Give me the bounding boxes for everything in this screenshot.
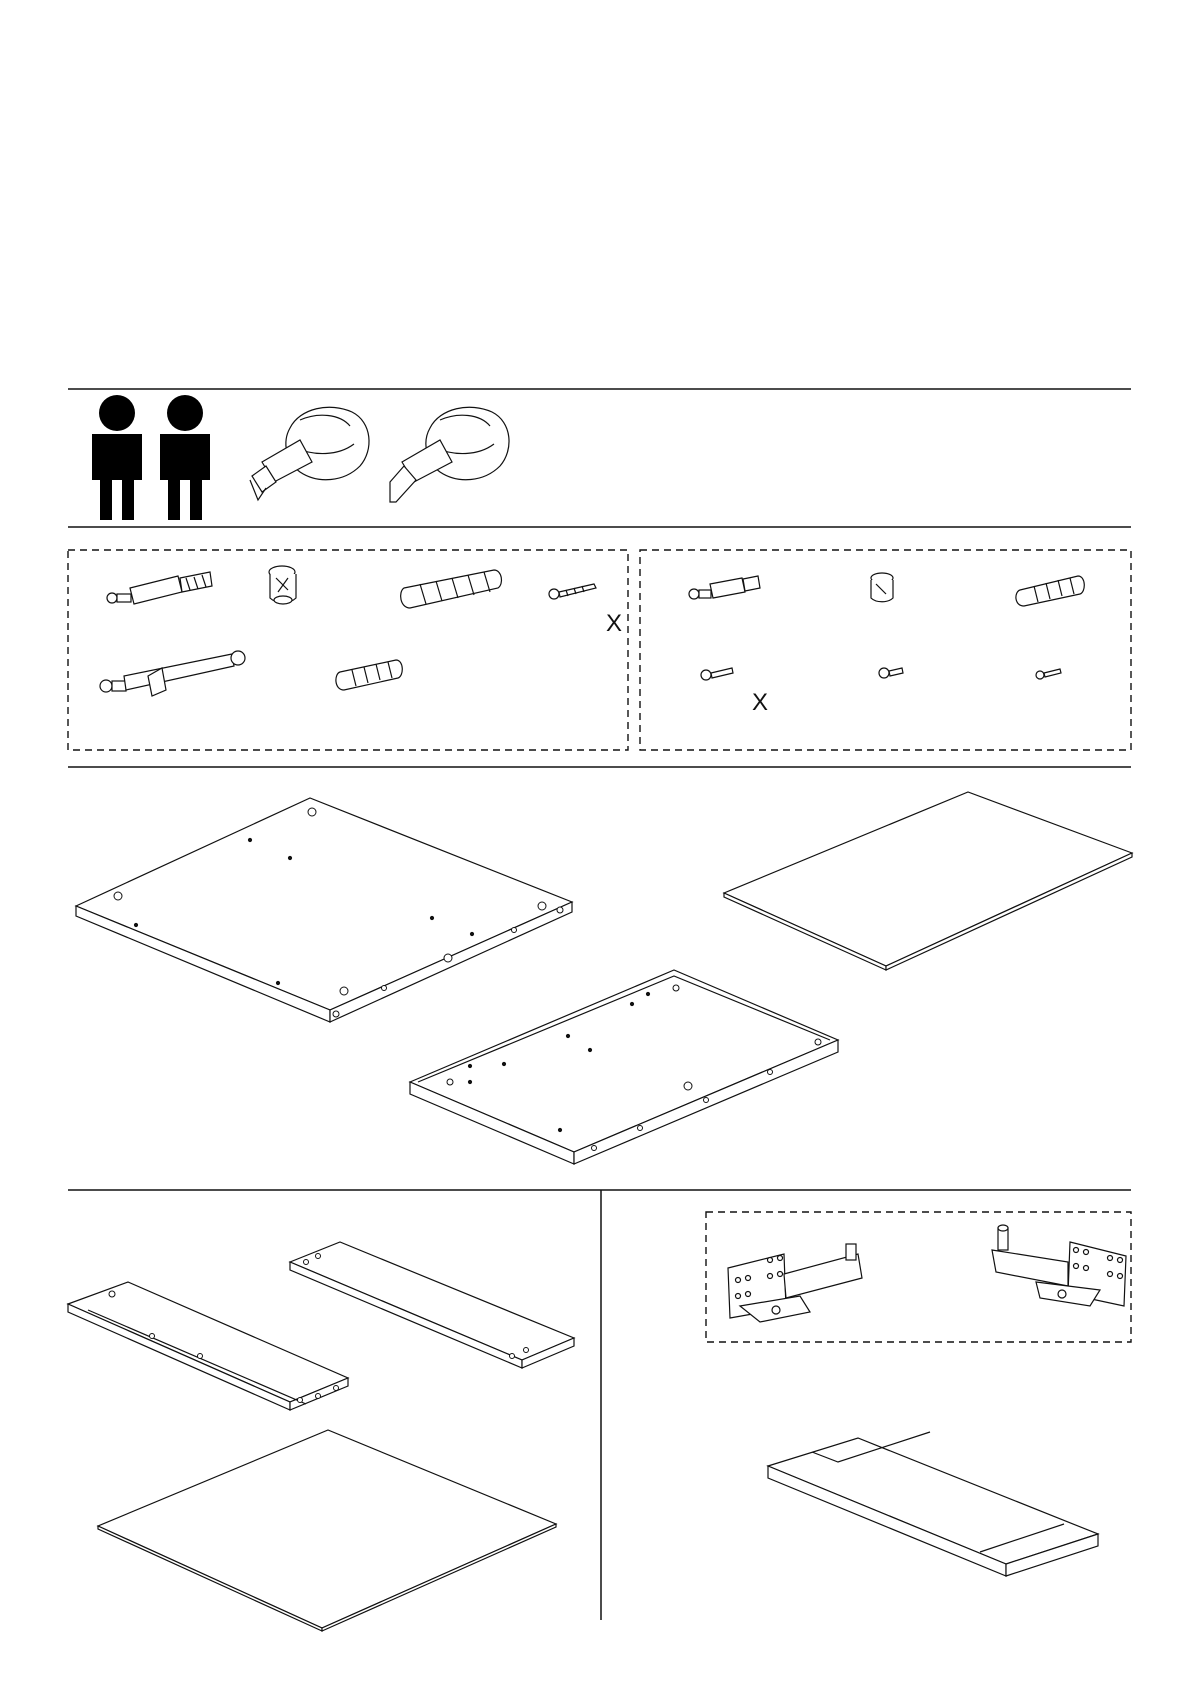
top-panel	[410, 970, 838, 1164]
count-marker: X	[752, 689, 769, 716]
phillips-screwdriver-icon	[250, 407, 369, 500]
drawer-bottom-panel	[98, 1430, 556, 1631]
cam-lock-icon	[269, 566, 296, 604]
wooden-dowel-icon	[1016, 576, 1084, 606]
back-panel	[724, 792, 1132, 970]
drawer-side-rail	[68, 1282, 348, 1410]
side-panel	[76, 798, 572, 1022]
tiny-screw-icon	[1036, 669, 1061, 679]
cam-lock-icon	[871, 573, 893, 602]
wood-screw-icon	[549, 584, 596, 599]
flat-screwdriver-icon	[390, 407, 509, 502]
hardware-box-left	[68, 550, 628, 750]
count-marker: X	[606, 610, 623, 637]
drawer-back-rail	[290, 1242, 574, 1368]
left-runner-icon	[728, 1244, 862, 1322]
screw-icon	[701, 668, 733, 680]
small-wooden-dowel-icon	[336, 660, 402, 690]
cam-bolt-icon	[107, 572, 212, 604]
short-screw-icon	[879, 668, 903, 678]
cam-bolt-icon	[689, 576, 760, 599]
right-runner-icon	[992, 1225, 1126, 1306]
large-wooden-dowel-icon	[401, 570, 502, 608]
person-icon	[92, 395, 142, 520]
person-icon	[160, 395, 210, 520]
double-cam-bolt-icon	[100, 651, 245, 696]
drawer-front-panel	[768, 1432, 1098, 1576]
